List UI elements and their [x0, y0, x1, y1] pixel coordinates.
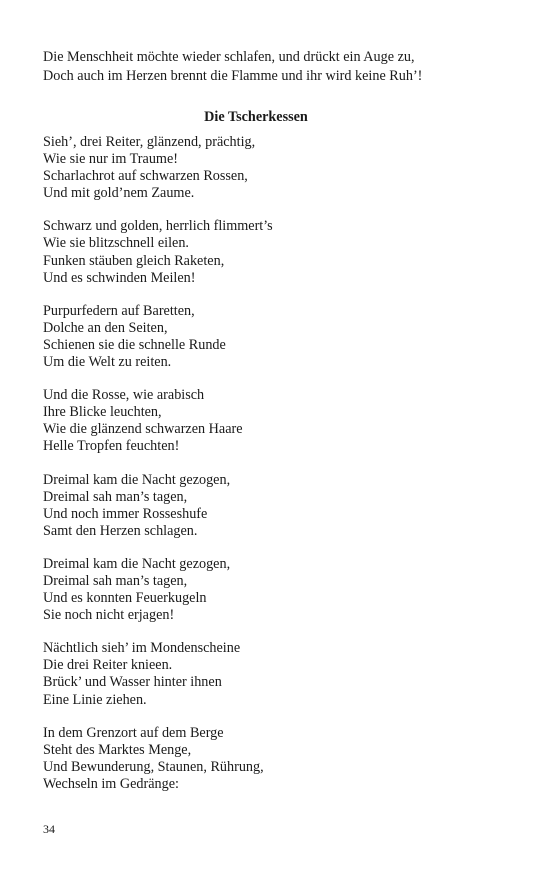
verse-line: Purpurfedern auf Baretten, — [43, 302, 195, 319]
stanza — [43, 640, 513, 708]
verse-line: Steht des Marktes Menge, — [43, 741, 192, 758]
verse-line: Helle Tropfen feuchten! — [43, 438, 180, 455]
verse-line: Dreimal sah man’s tagen, — [43, 572, 188, 589]
verse-line: Dreimal sah man’s tagen, — [43, 488, 188, 505]
verse-line: Und die Rosse, wie arabisch — [43, 387, 205, 404]
verse-line: Schwarz und golden, herrlich flimmert’s — [43, 218, 273, 235]
verse-line: Scharlachrot auf schwarzen Rossen, — [43, 168, 248, 185]
poem-body — [43, 134, 513, 809]
verse-line: Brück’ und Wasser hinter ihnen — [43, 674, 222, 691]
verse-line: Und noch immer Rosseshufe — [43, 505, 208, 522]
intro-line: Doch auch im Herzen brennt die Flamme und ihr wird keine Ruh’! — [43, 68, 423, 84]
verse-line: In dem Grenzort auf dem Berge — [43, 724, 224, 741]
verse-line: Ihre Blicke leuchten, — [43, 404, 162, 421]
stanza — [43, 472, 513, 540]
verse-line: Und Bewunderung, Staunen, Rührung, — [43, 758, 264, 775]
verse-line: Schienen sie die schnelle Runde — [43, 336, 226, 353]
verse-line: Dolche an den Seiten, — [43, 319, 168, 336]
verse-line: Wie die glänzend schwarzen Haare — [43, 421, 243, 438]
verse-line: Wie sie blitzschnell eilen. — [43, 235, 189, 252]
verse-line: Und mit gold’nem Zaume. — [43, 185, 195, 202]
stanza — [43, 387, 513, 455]
verse-line: Eine Linie ziehen. — [43, 691, 147, 708]
stanza — [43, 218, 513, 286]
verse-line: Wechseln im Gedränge: — [43, 775, 179, 792]
verse-line: Dreimal kam die Nacht gezogen, — [43, 555, 231, 572]
verse-line: Funken stäuben gleich Raketen, — [43, 252, 225, 269]
stanza — [43, 303, 513, 371]
poem-title: Die Tscherkessen — [204, 109, 308, 125]
stanza — [43, 725, 513, 793]
intro-text — [43, 48, 523, 86]
verse-line: Und es schwinden Meilen! — [43, 269, 196, 286]
verse-line: Die drei Reiter knieen. — [43, 657, 173, 674]
stanza — [43, 556, 513, 624]
verse-line: Um die Welt zu reiten. — [43, 354, 172, 371]
verse-line: Sieh’, drei Reiter, glänzend, prächtig, — [43, 134, 256, 150]
intro-line: Die Menschheit möchte wieder schlafen, und drückt ein Auge zu, — [43, 49, 415, 65]
verse-line: Samt den Herzen schlagen. — [43, 522, 198, 539]
verse-line: Sie noch nicht erjagen! — [43, 607, 175, 624]
stanza — [43, 134, 513, 202]
verse-line: Dreimal kam die Nacht gezogen, — [43, 471, 231, 488]
page-number: 34 — [43, 822, 55, 836]
verse-line: Wie sie nur im Traume! — [43, 151, 178, 168]
verse-line: Und es konnten Feuerkugeln — [43, 590, 207, 607]
verse-line: Nächtlich sieh’ im Mondenscheine — [43, 640, 241, 657]
